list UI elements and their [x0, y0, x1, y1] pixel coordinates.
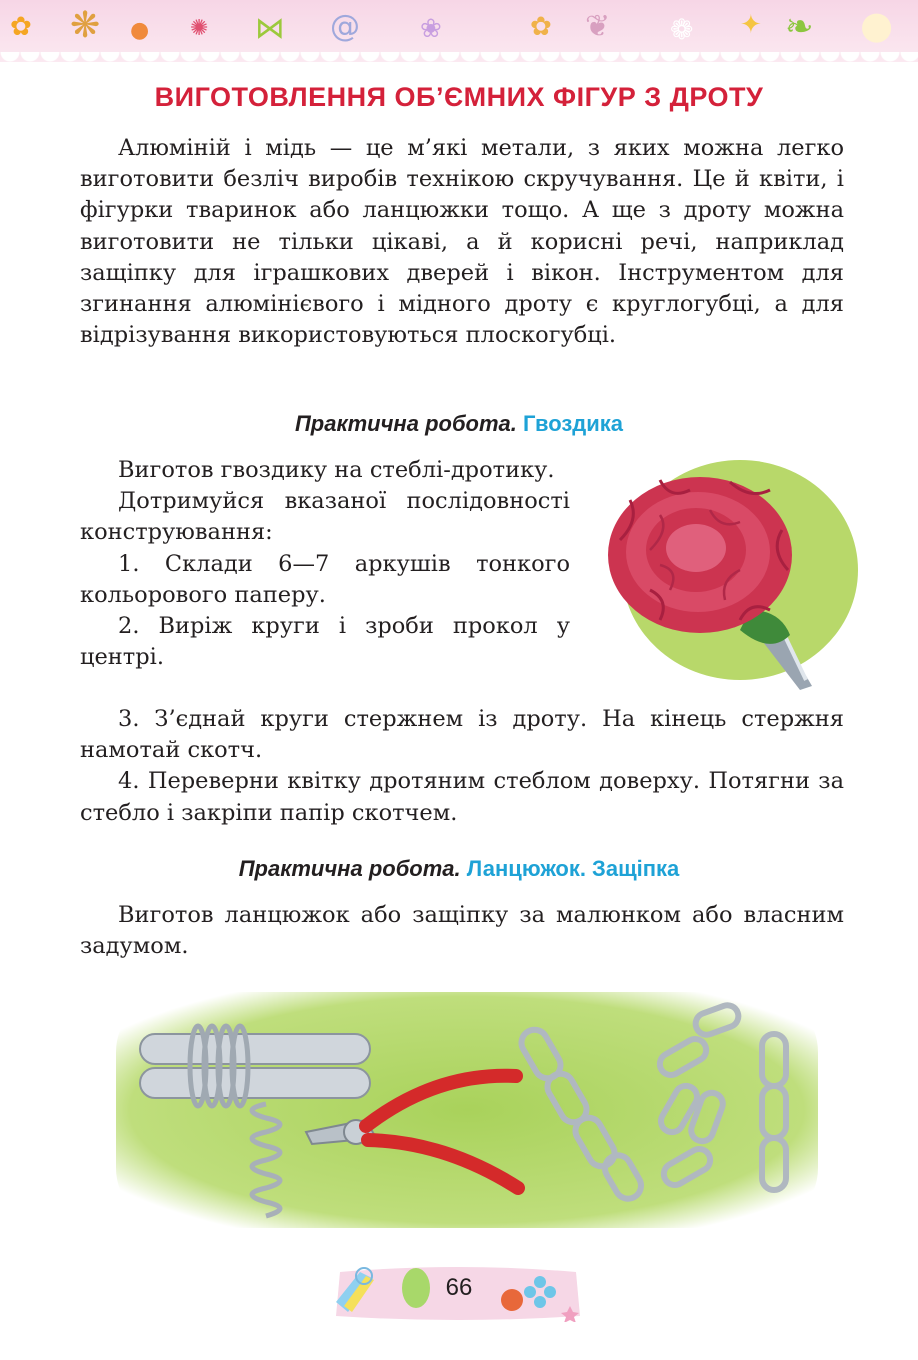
section2-label: Практична робота. [238, 856, 461, 881]
carnation-illustration [600, 460, 858, 692]
ball-icon: ● [130, 18, 150, 43]
step-text: 3. З’єднай круги стержнем із дроту. На кінець стержня намотай скотч. [80, 706, 844, 764]
section2-paragraph [80, 900, 844, 962]
intro-paragraph [80, 133, 844, 351]
section1-heading [0, 411, 918, 437]
flower-icon: ✿ [530, 12, 552, 42]
flower-icon: ❀ [420, 14, 442, 44]
step-text: 1. Склади 6—7 аркушів тонкого кольорового паперу. [80, 550, 570, 608]
section1-steps-wide [80, 704, 844, 829]
page-title: ВИГОТОВЛЕННЯ ОБ’ЄМНИХ ФІГУР З ДРОТУ [154, 82, 764, 112]
section2-text: Виготов ланцюжок або защіпку за малюнком або власним задумом. [80, 902, 844, 960]
section1-label: Практична робота. [294, 411, 517, 436]
leaf-icon: ❦ [585, 9, 611, 44]
swirl-icon: @ [330, 9, 360, 44]
sun-icon: ● [860, 3, 894, 47]
star-icon: ✦ [740, 10, 762, 40]
intro-text: Алюміній і мідь — це м’які метали, з яких можна легко виготовити безліч виробів технікою скручування. Це й квіти, і фігурки тваринок або ланцюжки тощо. А ще з дроту можна виготовити не тільки цікаві, а й корисні речі, наприклад защіпку для іграшкових дверей і вікон. Інструментом для згинання алюмінієвого і мідного дроту є круглогубці, а для відрізування використовуються плоскогубці. [80, 135, 844, 349]
sparkle-icon: ✺ [190, 16, 209, 41]
flower-icon: ✿ [10, 12, 32, 42]
page-number: 66 [445, 1274, 473, 1301]
step-text: Виготов гвоздику на стеблі-дротику. [118, 457, 555, 483]
leaf-icon: ❧ [785, 7, 814, 47]
leaf-icon: ❋ [70, 5, 101, 46]
flower-icon: ❁ [670, 13, 694, 46]
top-decorative-band [0, 0, 918, 62]
section2-heading [0, 856, 918, 882]
section1-steps-narrow [80, 455, 570, 673]
section1-title: Гвоздика [523, 411, 624, 436]
section2-title: Ланцюжок. Защіпка [466, 856, 680, 881]
step-text: Дотримуйся вказаної послідовності конструювання: [80, 488, 570, 546]
bow-icon: ⋈ [255, 11, 285, 46]
step-text: 4. Переверни квітку дротяним стеблом доверху. Потягни за стебло і закріпи папір скотчем. [80, 768, 844, 826]
wire-tools-illustration [116, 992, 818, 1228]
step-text: 2. Виріж круги і зроби прокол у центрі. [80, 613, 570, 671]
scallop-edge [0, 52, 918, 62]
